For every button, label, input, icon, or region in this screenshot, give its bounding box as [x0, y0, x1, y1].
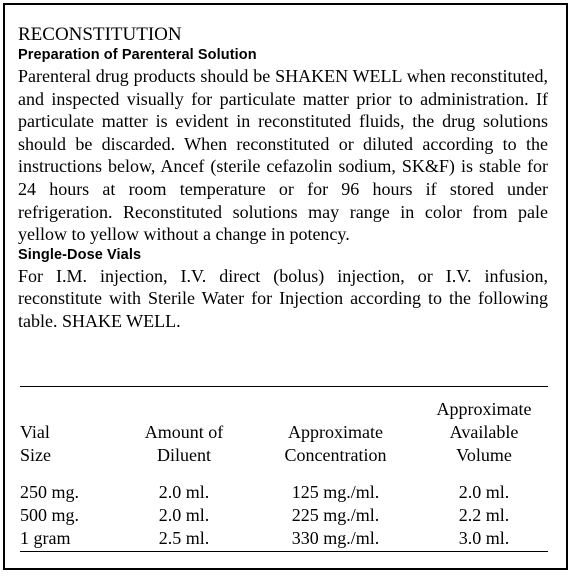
cell-volume: 2.0 ml. — [458, 482, 510, 502]
section-title: RECONSTITUTION — [18, 24, 182, 45]
cell-volume: 2.2 ml. — [458, 505, 510, 525]
subheading-single-dose-vials: Single-Dose Vials — [18, 246, 142, 263]
cell-vial-size: 500 mg. — [20, 505, 80, 525]
header-vial-size: Vial Size — [20, 422, 51, 465]
cell-concentration: 330 mg./ml. — [291, 528, 380, 548]
cell-diluent: 2.0 ml. — [158, 505, 210, 525]
document-body — [18, 24, 548, 333]
table-header-row — [20, 398, 550, 475]
subheading-preparation: Preparation of Parenteral Solution — [18, 47, 257, 63]
table-top-rule — [20, 386, 548, 387]
reconstitution-table — [20, 398, 550, 550]
table-row — [20, 504, 550, 527]
table-row — [20, 527, 550, 550]
table-bottom-rule — [20, 551, 548, 552]
cell-concentration: 125 mg./ml. — [291, 482, 380, 502]
header-approximate-available-volume: Approximate Available Volume — [436, 399, 532, 465]
cell-concentration: 225 mg./ml. — [291, 505, 380, 525]
cell-diluent: 2.0 ml. — [158, 482, 210, 502]
header-amount-of-diluent: Amount of Diluent — [144, 422, 224, 465]
paragraph-preparation: Parenteral drug products should be SHAKEN WELL when reconstituted, and inspected visually for particulate matter prior to administration. If particulate matter is evident in reconstituted fluids, the drug solutions should be discarded. When reconstituted or diluted according to the instructions below, Ancef (sterile cefazolin sodium, SK&F) is stable for 24 hours at room temperature or for 96 hours if stored under refrigeration. Reconstituted solutions may range in color from pale yellow to yellow without a change in potency. — [18, 66, 548, 245]
paragraph-single-dose-vials: For I.M. injection, I.V. direct (bolus) injection, or I.V. infusion, reconstitute with Sterile Water for Injection according to the following table. SHAKE WELL. — [18, 265, 548, 331]
cell-volume: 3.0 ml. — [458, 528, 510, 548]
table-row — [20, 475, 550, 504]
header-approximate-concentration: Approximate Concentration — [284, 422, 387, 465]
cell-vial-size: 1 gram — [20, 528, 71, 548]
cell-vial-size: 250 mg. — [20, 482, 80, 502]
cell-diluent: 2.5 ml. — [158, 528, 210, 548]
